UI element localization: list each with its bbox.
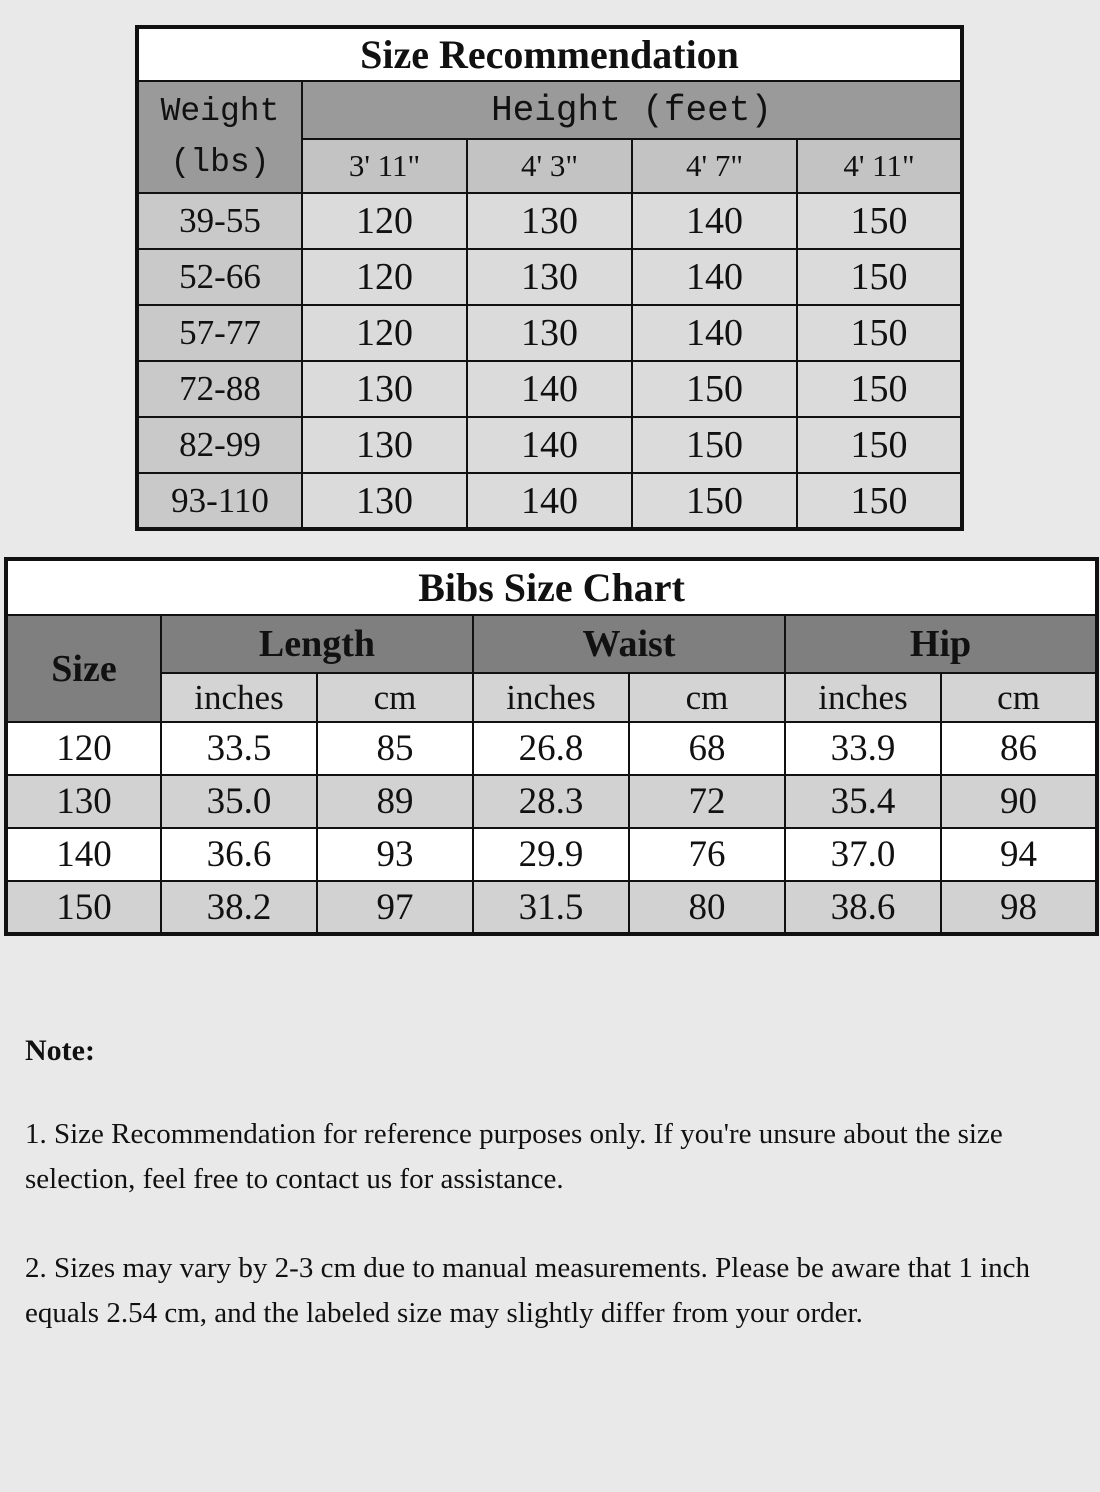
recommended-size-cell: 120 bbox=[302, 193, 467, 249]
table-row bbox=[137, 361, 962, 417]
measurement-cell: 37.0 bbox=[785, 828, 941, 881]
recommended-size-cell: 140 bbox=[632, 193, 797, 249]
table-row bbox=[6, 673, 1097, 722]
recommended-size-cell: 130 bbox=[467, 305, 632, 361]
table-row bbox=[6, 881, 1097, 934]
recommended-size-cell: 150 bbox=[632, 417, 797, 473]
measurement-cell: 28.3 bbox=[473, 775, 629, 828]
measurement-cell: 89 bbox=[317, 775, 473, 828]
measurement-cell: 97 bbox=[317, 881, 473, 934]
size-recommendation-table bbox=[135, 25, 964, 531]
weight-range-cell: 72-88 bbox=[137, 361, 302, 417]
recommended-size-cell: 150 bbox=[632, 361, 797, 417]
weight-range-cell: 82-99 bbox=[137, 417, 302, 473]
measurement-cell: 80 bbox=[629, 881, 785, 934]
table-row bbox=[137, 193, 962, 249]
table-row bbox=[137, 249, 962, 305]
measurement-cell: 90 bbox=[941, 775, 1097, 828]
recommended-size-cell: 120 bbox=[302, 305, 467, 361]
table-row bbox=[6, 559, 1097, 615]
recommended-size-cell: 120 bbox=[302, 249, 467, 305]
recommended-size-cell: 130 bbox=[467, 249, 632, 305]
recommended-size-cell: 140 bbox=[467, 473, 632, 529]
measurement-cell: 29.9 bbox=[473, 828, 629, 881]
measurement-cell: 36.6 bbox=[161, 828, 317, 881]
weight-header-label: Weight bbox=[160, 92, 280, 130]
table-row bbox=[137, 27, 962, 81]
measurement-cell: 38.2 bbox=[161, 881, 317, 934]
table-row bbox=[137, 473, 962, 529]
note-heading: Note: bbox=[25, 1034, 95, 1067]
note-item: 2. Sizes may vary by 2-3 cm due to manual measurements. Please be aware that 1 inch equals 2.54 cm, and the labeled size may slightly differ from your order. bbox=[25, 1251, 1031, 1329]
measurement-cell: 98 bbox=[941, 881, 1097, 934]
weight-range-cell: 57-77 bbox=[137, 305, 302, 361]
unit-header-cell: inches bbox=[161, 673, 317, 722]
size-recommendation-title: Size Recommendation bbox=[137, 27, 962, 81]
height-group-header: Height (feet) bbox=[302, 81, 962, 139]
recommended-size-cell: 140 bbox=[467, 417, 632, 473]
measurement-cell: 93 bbox=[317, 828, 473, 881]
measurement-cell: 31.5 bbox=[473, 881, 629, 934]
measurement-cell: 26.8 bbox=[473, 722, 629, 775]
recommended-size-cell: 150 bbox=[797, 249, 962, 305]
unit-header-cell: cm bbox=[629, 673, 785, 722]
measurement-cell: 35.4 bbox=[785, 775, 941, 828]
table-row bbox=[137, 305, 962, 361]
measurement-cell: 35.0 bbox=[161, 775, 317, 828]
recommended-size-cell: 150 bbox=[797, 473, 962, 529]
unit-header-cell: cm bbox=[317, 673, 473, 722]
size-column-header: Size bbox=[6, 615, 161, 722]
note-section bbox=[25, 1034, 1065, 1336]
height-column-header: 4' 11" bbox=[797, 139, 962, 193]
waist-group-header: Waist bbox=[473, 615, 785, 673]
height-column-header: 4' 7" bbox=[632, 139, 797, 193]
table-row bbox=[6, 775, 1097, 828]
recommended-size-cell: 130 bbox=[302, 361, 467, 417]
table-row bbox=[137, 81, 962, 139]
weight-column-header bbox=[137, 81, 302, 193]
measurement-cell: 76 bbox=[629, 828, 785, 881]
recommended-size-cell: 150 bbox=[797, 193, 962, 249]
measurement-cell: 86 bbox=[941, 722, 1097, 775]
unit-header-cell: inches bbox=[473, 673, 629, 722]
recommended-size-cell: 140 bbox=[467, 361, 632, 417]
recommended-size-cell: 150 bbox=[797, 361, 962, 417]
bib-size-cell: 140 bbox=[6, 828, 161, 881]
length-group-header: Length bbox=[161, 615, 473, 673]
bibs-size-chart-table bbox=[4, 557, 1099, 936]
table-row bbox=[6, 615, 1097, 673]
recommended-size-cell: 150 bbox=[797, 417, 962, 473]
note-item: 1. Size Recommendation for reference purposes only. If you're unsure about the size selection, feel free to contact us for assistance. bbox=[25, 1118, 1003, 1195]
table-row bbox=[6, 828, 1097, 881]
hip-group-header: Hip bbox=[785, 615, 1097, 673]
measurement-cell: 94 bbox=[941, 828, 1097, 881]
height-column-header: 3' 11" bbox=[302, 139, 467, 193]
recommended-size-cell: 130 bbox=[467, 193, 632, 249]
measurement-cell: 38.6 bbox=[785, 881, 941, 934]
recommended-size-cell: 140 bbox=[632, 305, 797, 361]
measurement-cell: 33.9 bbox=[785, 722, 941, 775]
bib-size-cell: 150 bbox=[6, 881, 161, 934]
weight-range-cell: 93-110 bbox=[137, 473, 302, 529]
unit-header-cell: inches bbox=[785, 673, 941, 722]
recommended-size-cell: 150 bbox=[797, 305, 962, 361]
bibs-size-chart-title: Bibs Size Chart bbox=[6, 559, 1097, 615]
table-row bbox=[6, 722, 1097, 775]
recommended-size-cell: 130 bbox=[302, 417, 467, 473]
unit-header-cell: cm bbox=[941, 673, 1097, 722]
measurement-cell: 72 bbox=[629, 775, 785, 828]
weight-range-cell: 52-66 bbox=[137, 249, 302, 305]
recommended-size-cell: 130 bbox=[302, 473, 467, 529]
recommended-size-cell: 150 bbox=[632, 473, 797, 529]
weight-range-cell: 39-55 bbox=[137, 193, 302, 249]
table-row bbox=[137, 417, 962, 473]
height-column-header: 4' 3" bbox=[467, 139, 632, 193]
bib-size-cell: 130 bbox=[6, 775, 161, 828]
measurement-cell: 33.5 bbox=[161, 722, 317, 775]
measurement-cell: 85 bbox=[317, 722, 473, 775]
bib-size-cell: 120 bbox=[6, 722, 161, 775]
recommended-size-cell: 140 bbox=[632, 249, 797, 305]
weight-unit-label: (lbs) bbox=[170, 144, 270, 181]
measurement-cell: 68 bbox=[629, 722, 785, 775]
